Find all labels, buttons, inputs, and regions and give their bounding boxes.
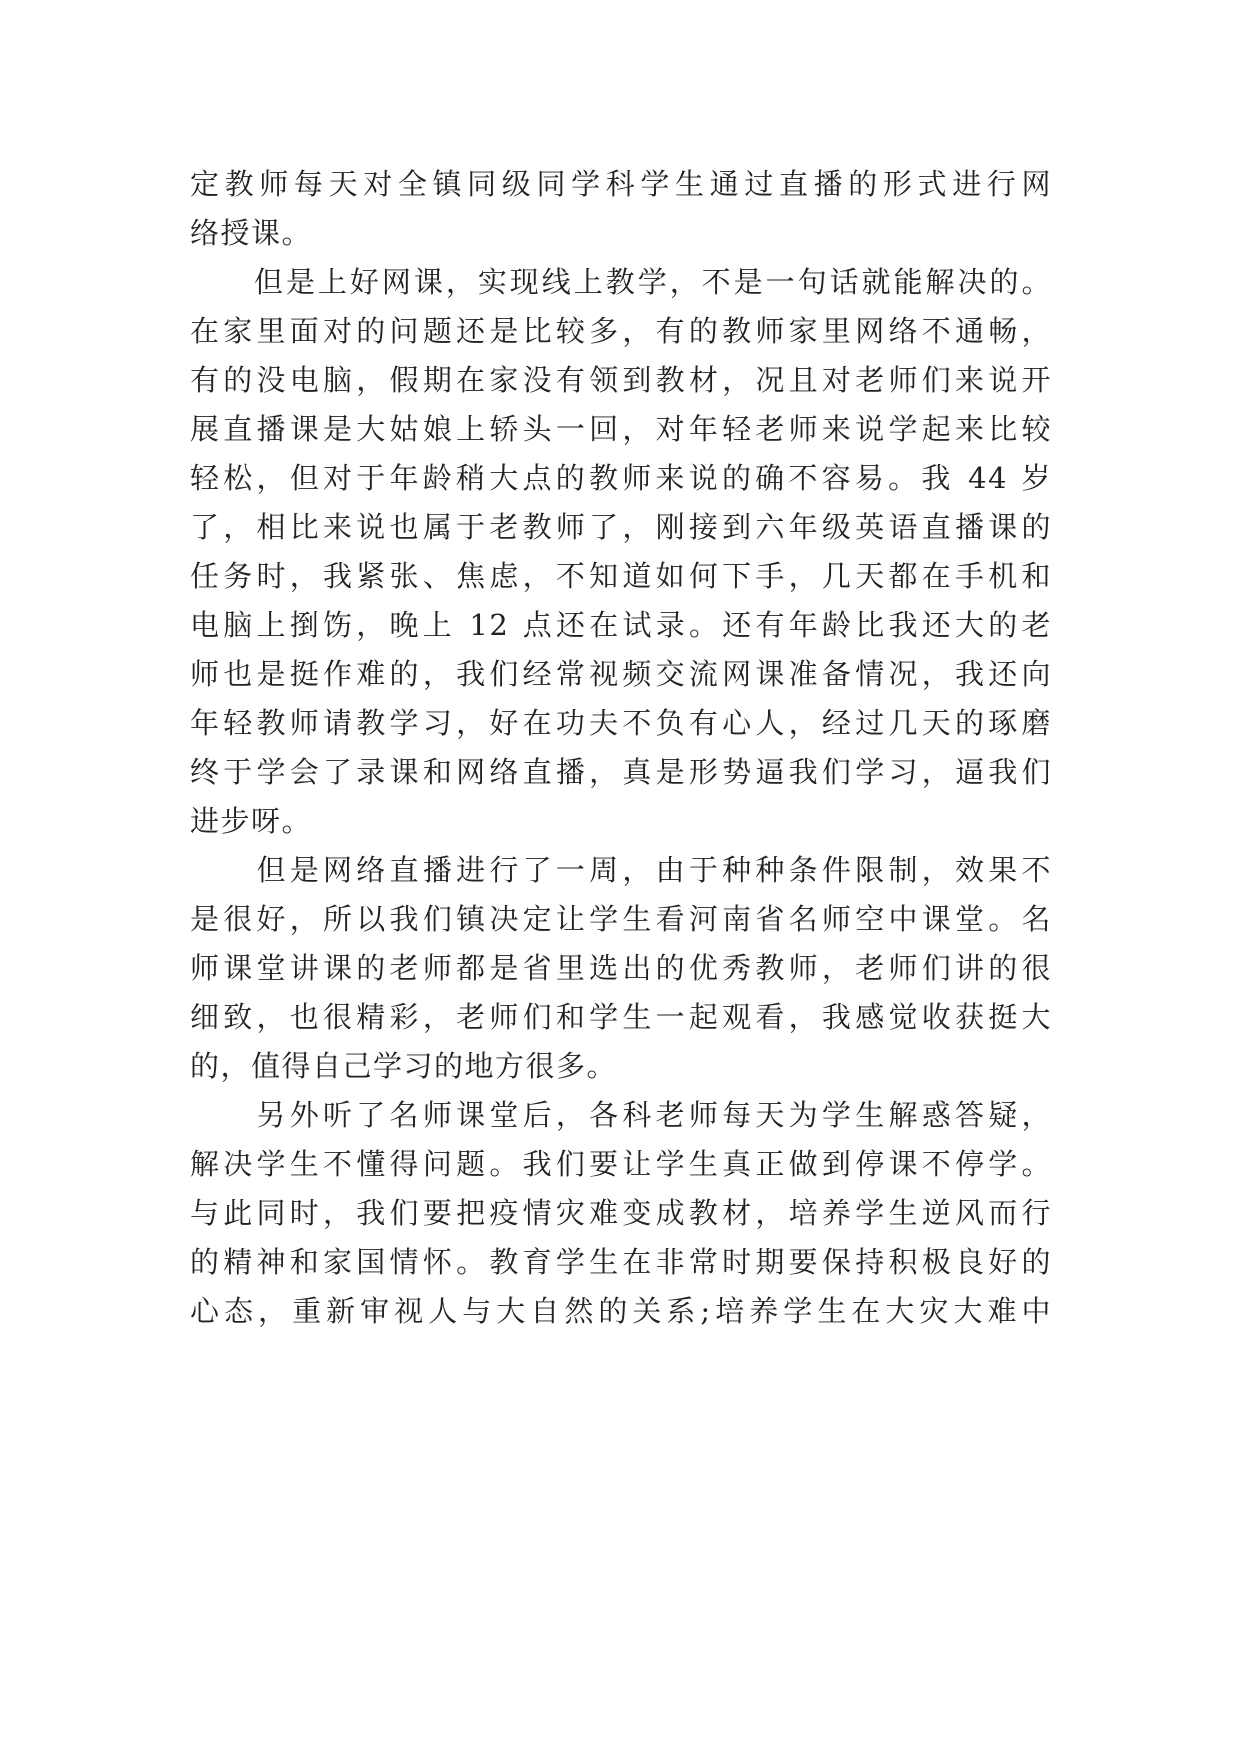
text-line: 师课堂讲课的老师都是省里选出的优秀教师，老师们讲的很 xyxy=(190,951,1052,985)
text-line: 终于学会了录课和网络直播，真是形势逼我们学习，逼我们 xyxy=(190,755,1052,789)
text-line: 展直播课是大姑娘上轿头一回，对年轻老师来说学起来比较 xyxy=(190,412,1052,446)
text-line: 进步呀。 xyxy=(190,804,313,838)
text-line: 师也是挺作难的，我们经常视频交流网课准备情况，我还向 xyxy=(190,657,1052,691)
document-body xyxy=(190,160,1052,1336)
paragraph-1 xyxy=(190,160,1052,258)
text-line: 与此同时，我们要把疫情灾难变成教材，培养学生逆风而行 xyxy=(190,1196,1052,1230)
text-line: 有的没电脑，假期在家没有领到教材，况且对老师们来说开 xyxy=(190,363,1052,397)
text-line: 的精神和家国情怀。教育学生在非常时期要保持积极良好的 xyxy=(190,1245,1052,1279)
text-line: 轻松，但对于年龄稍大点的教师来说的确不容易。我 44 岁 xyxy=(190,461,1052,495)
paragraph-3 xyxy=(190,846,1052,1091)
text-line: 了，相比来说也属于老教师了，刚接到六年级英语直播课的 xyxy=(190,510,1052,544)
text-line: 定教师每天对全镇同级同学科学生通过直播的形式进行网 xyxy=(190,167,1052,201)
text-line: 电脑上捯饬，晚上 12 点还在试录。还有年龄比我还大的老 xyxy=(190,608,1052,642)
text-line: 心态，重新审视人与大自然的关系;培养学生在大灾大难中 xyxy=(190,1294,1052,1328)
text-line: 任务时，我紧张、焦虑，不知道如何下手，几天都在手机和 xyxy=(190,559,1052,593)
text-line: 解决学生不懂得问题。我们要让学生真正做到停课不停学。 xyxy=(190,1147,1052,1181)
text-line: 络授课。 xyxy=(190,216,313,250)
text-line: 是很好，所以我们镇决定让学生看河南省名师空中课堂。名 xyxy=(190,902,1052,936)
text-line: 但是上好网课，实现线上教学，不是一句话就能解决的。 xyxy=(190,265,1052,299)
text-line: 细致，也很精彩，老师们和学生一起观看，我感觉收获挺大 xyxy=(190,1000,1052,1034)
text-line: 的，值得自己学习的地方很多。 xyxy=(190,1049,618,1083)
paragraph-2 xyxy=(190,258,1052,846)
text-line: 但是网络直播进行了一周，由于种种条件限制，效果不 xyxy=(190,853,1052,887)
text-line: 年轻教师请教学习，好在功夫不负有心人，经过几天的琢磨 xyxy=(190,706,1052,740)
paragraph-4 xyxy=(190,1091,1052,1336)
text-line: 另外听了名师课堂后，各科老师每天为学生解惑答疑， xyxy=(190,1098,1052,1132)
text-line: 在家里面对的问题还是比较多，有的教师家里网络不通畅， xyxy=(190,314,1052,348)
